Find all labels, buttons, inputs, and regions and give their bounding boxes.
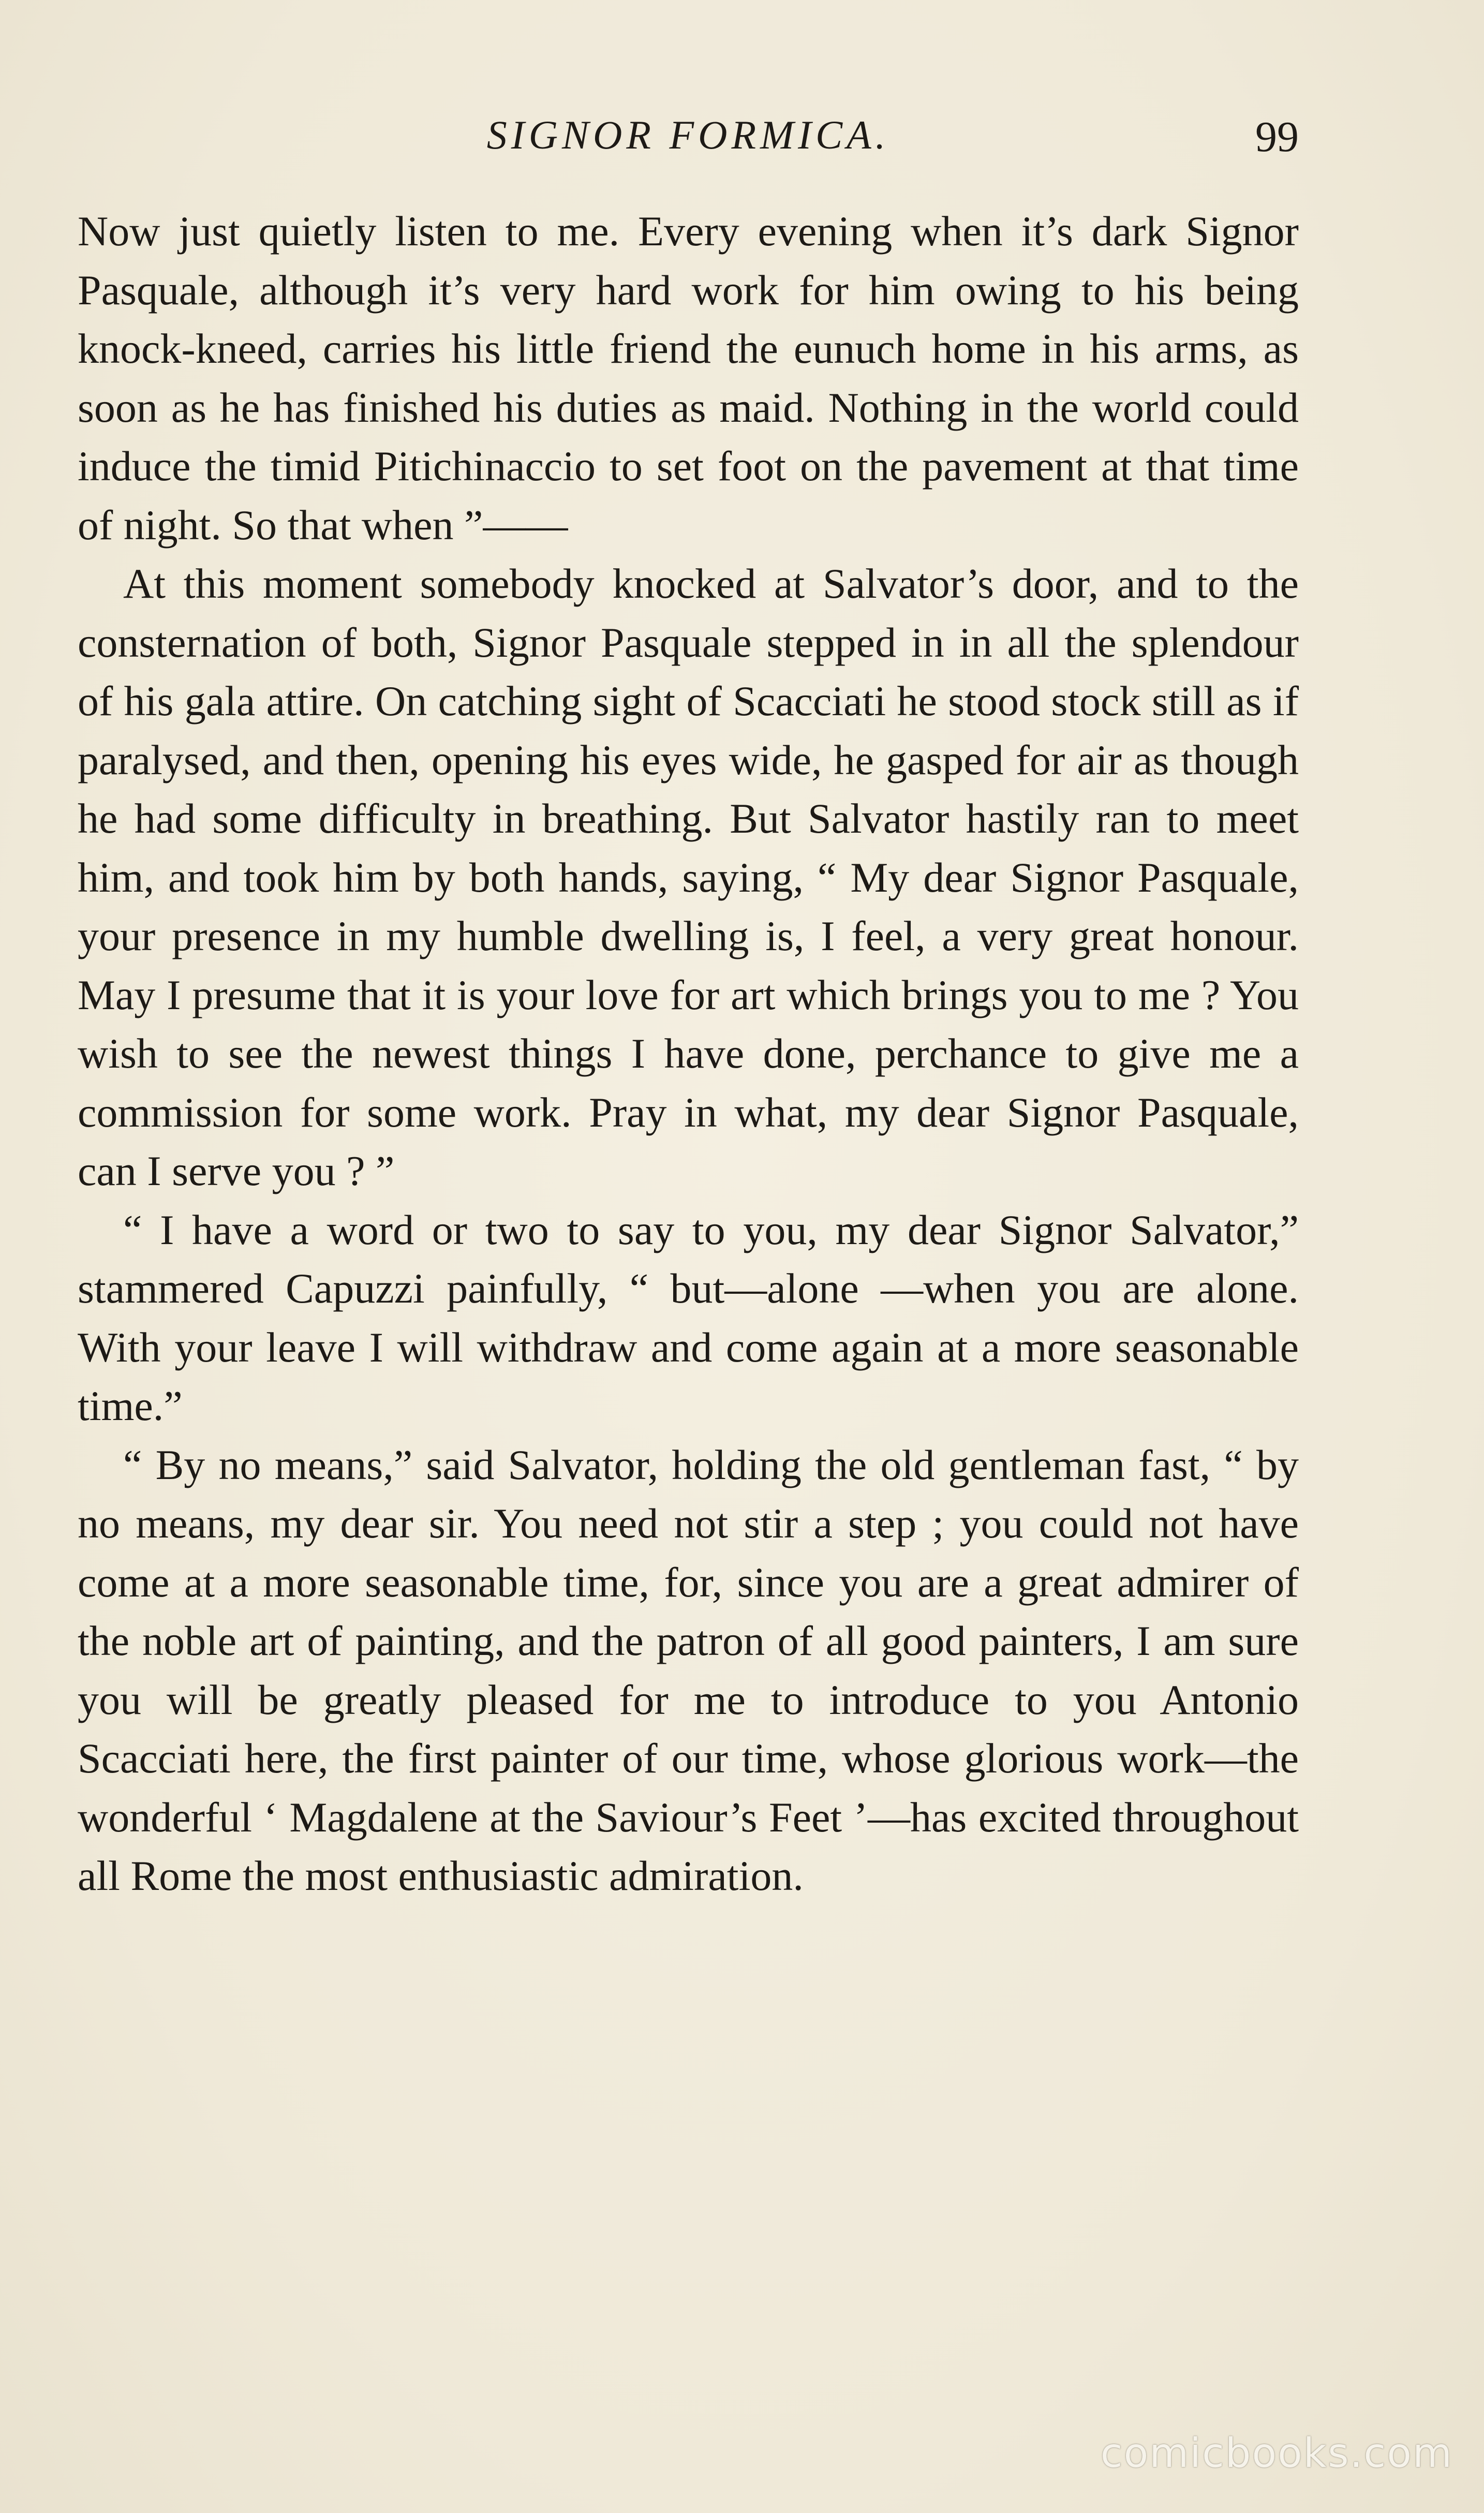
- paragraph-2: At this moment somebody knocked at Salvator’s door, and to the consternation of both, Signor Pasquale stepped in in all the splendour of his gala attire. On catching sight of Scacciati he stood stock still as if paralysed, and then, opening his eyes wide, he gasped for air as though he had some difficulty in breathing. But Salvator hastily ran to meet him, and took him by both hands, saying, “ My dear Signor Pasquale, your presence in my humble dwelling is, I feel, a very great honour. May I presume that it is your love for art which brings you to me ? You wish to see the newest things I have done, perchance to give me a commission for some work. Pray in what, my dear Signor Pasquale, can I serve you ? ”: [78, 560, 1299, 1194]
- page-number: 99: [1255, 113, 1299, 161]
- paragraph-1: Now just quietly listen to me. Every evening when it’s dark Signor Pasquale, although it’s very hard work for him owing to his being knock-kneed, carries his little friend the eunuch home in his arms, as soon as he has finished his duties as maid. Nothing in the world could induce the timid Pitichinaccio to set foot on the pavement at that time of night. So that when ”——: [78, 208, 1299, 549]
- paragraph-4: “ By no means,” said Salvator, holding the old gentleman fast, “ by no means, my dear sir. You need not stir a step ; you could not have come at a more seasonable time, for, since you are a great admirer of the noble art of painting, and the patron of all good painters, I am sure you will be greatly pleased for me to introduce to you Antonio Scacciati here, the first painter of our time, whose glorious work—the wonderful ‘ Magdalene at the Saviour’s Feet ’—has excited throughout all Rome the most enthusiastic admiration.: [78, 1441, 1299, 1899]
- running-head: [78, 107, 1299, 164]
- site-watermark: comicbooks.com: [1100, 2430, 1453, 2477]
- running-title: SIGNOR FORMICA.: [486, 112, 890, 157]
- body-text: [78, 202, 1299, 1905]
- paragraph-3: “ I have a word or two to say to you, my dear Signor Salvator,” stammered Capuzzi painfully, “ but—alone —when you are alone. With your leave I will withdraw and come again at a more seasonable time.”: [78, 1206, 1299, 1429]
